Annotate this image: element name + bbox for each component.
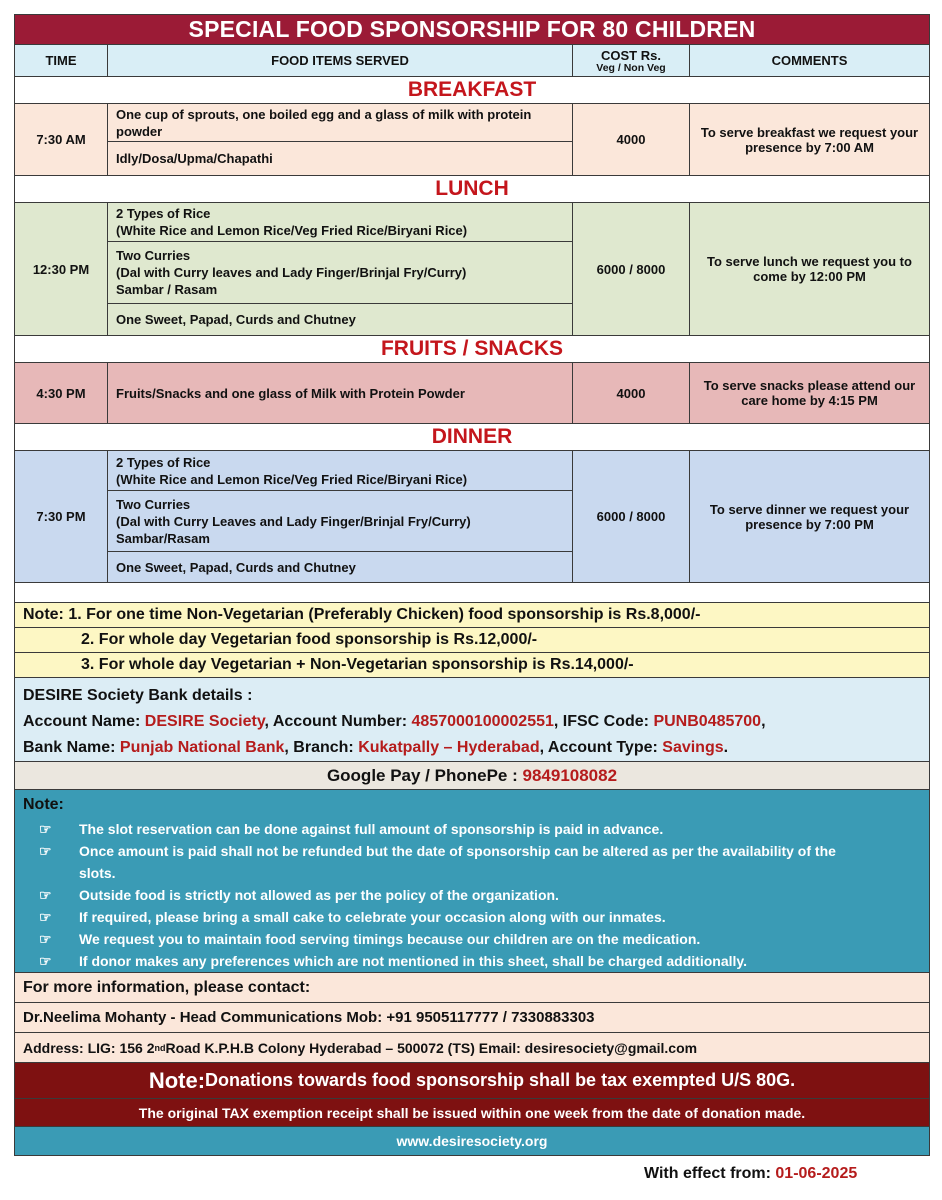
dinner-item: 2 Types of Rice (116, 454, 211, 470)
tax-receipt: The original TAX exemption receipt shall be issued within one week from the date of donation made. (15, 1099, 929, 1127)
gpay-label: Google Pay / PhonePe : (326, 765, 518, 785)
policy-heading: Note: (23, 796, 64, 813)
spacer (15, 583, 929, 603)
dinner-item: (White Rice and Lemon Rice/Veg Fried Rice/Biryani Rice) (116, 471, 468, 487)
list-item (23, 884, 921, 906)
dinner-item: (Dal with Curry Leaves and Lady Finger/Brinjal Fry/Curry) (116, 513, 471, 529)
policy-list (23, 818, 921, 972)
pointing-hand-icon: ☞ (39, 887, 52, 903)
address-text: Address: LIG: 156 2 (23, 1039, 155, 1056)
note-line (15, 628, 929, 653)
lunch-comment: To serve lunch we request you to come by 12:00 PM (707, 254, 912, 284)
table-header (15, 45, 929, 77)
note-line (15, 653, 929, 678)
lunch-rice (108, 203, 572, 242)
policy-text: Outside food is strictly not allowed as per the policy of the organization. (79, 887, 559, 903)
pointing-hand-icon: ☞ (39, 953, 52, 969)
address-sup: nd (154, 1042, 166, 1053)
header-cost-label: COST Rs. (601, 47, 661, 63)
dinner-time: 7:30 PM (15, 451, 108, 582)
lunch-item: (Dal with Curry leaves and Lady Finger/Brinjal Fry/Curry) (116, 265, 467, 280)
account-number-label: , Account Number: (264, 713, 412, 730)
pointing-hand-icon: ☞ (39, 909, 52, 925)
dinner-item: Sambar/Rasam (116, 530, 210, 546)
bank-line-1: Account Name: DESIRE Society, Account Number: 4857000100002551, IFSC Code: PUNB0485700, (23, 713, 766, 730)
section-snacks: FRUITS / SNACKS (15, 336, 929, 363)
lunch-item: 2 Types of Rice (116, 206, 211, 221)
lunch-curries (108, 242, 572, 304)
account-name: DESIRE Society (144, 713, 265, 730)
contact-address (15, 1033, 929, 1063)
lunch-time: 12:30 PM (15, 203, 108, 335)
list-item (23, 950, 921, 972)
note-line: Note: 1. For one time Non-Vegetarian (Preferably Chicken) food sponsorship is Rs.8,000/- (15, 603, 929, 628)
header-items: FOOD ITEMS SERVED (108, 45, 573, 76)
snacks-cost: 4000 (573, 363, 690, 423)
snacks-items (108, 363, 573, 423)
tax-note-text: Donations towards food sponsorship shall be tax exempted U/S 80G. (205, 1070, 796, 1090)
snacks-item: Fruits/Snacks and one glass of Milk with Protein Powder (116, 385, 465, 401)
pointing-hand-icon: ☞ (39, 821, 52, 837)
breakfast-comment: To serve breakfast we request your presence by 7:00 AM (700, 124, 919, 155)
dinner-item: One Sweet, Papad, Curds and Chutney (116, 559, 356, 575)
snacks-time: 4:30 PM (15, 363, 108, 423)
effect-date: 01-06-2025 (775, 1165, 858, 1182)
branch-label: , Branch: (284, 739, 359, 756)
lunch-item: (White Rice and Lemon Rice/Veg Fried Rice/Biryani Rice) (116, 223, 468, 238)
dinner-cost: 6000 / 8000 (573, 451, 690, 582)
breakfast-row (15, 104, 929, 176)
header-cost (573, 45, 690, 76)
effective-date (644, 1165, 857, 1183)
policy-text: The slot reservation can be done against full amount of sponsorship is paid in advance. (79, 821, 664, 837)
policy-text: We request you to maintain food serving timings because our children are on the medication. (79, 931, 701, 947)
list-item (23, 906, 921, 928)
policy-notes (15, 790, 929, 973)
dinner-row (15, 451, 929, 583)
bank-line-2: Bank Name: Punjab National Bank, Branch: Kukatpally – Hyderabad, Account Type: Savings. (23, 739, 729, 756)
website-link[interactable]: www.desiresociety.org (15, 1127, 929, 1155)
lunch-item: Two Curries (116, 248, 191, 263)
breakfast-time: 7:30 AM (15, 104, 108, 175)
dinner-items (108, 451, 573, 582)
snacks-comment: To serve snacks please attend our care home by 4:15 PM (703, 378, 916, 408)
dinner-curries (108, 491, 572, 552)
lunch-item: One Sweet, Papad, Curds and Chutney (116, 312, 356, 327)
breakfast-item: Idly/Dosa/Upma/Chapathi (116, 151, 273, 166)
tax-note (15, 1063, 929, 1099)
account-type: Savings (662, 739, 724, 756)
section-lunch: LUNCH (15, 176, 929, 203)
lunch-item: Sambar / Rasam (116, 282, 218, 297)
dinner-comment: To serve dinner we request your presence by 7:00 PM (709, 501, 910, 532)
bank-name-label: Bank Name: (23, 739, 120, 756)
gpay-row (15, 762, 929, 790)
snacks-row (15, 363, 929, 424)
breakfast-items (108, 104, 573, 175)
contact-person: Dr.Neelima Mohanty - Head Communications Mob: +91 9505117777 / 7330883303 (15, 1003, 929, 1033)
pointing-hand-icon: ☞ (39, 931, 52, 947)
section-dinner: DINNER (15, 424, 929, 451)
account-type-label: , Account Type: (539, 739, 663, 756)
policy-text: If required, please bring a small cake to celebrate your occasion along with our inmates. (79, 909, 666, 925)
dinner-rice (108, 451, 572, 491)
lunch-cost: 6000 / 8000 (573, 203, 690, 335)
branch: Kukatpally – Hyderabad (358, 739, 540, 756)
policy-text: If donor makes any preferences which are not mentioned in this sheet, shall be charged additionally. (79, 953, 748, 969)
gpay-number: 9849108082 (522, 765, 618, 785)
contact-heading: For more information, please contact: (15, 973, 929, 1003)
tax-note-label: Note: (148, 1067, 206, 1093)
section-breakfast: BREAKFAST (15, 77, 929, 104)
account-name-label: Account Name: (23, 713, 145, 730)
list-item (23, 928, 921, 950)
note-text: 2. For whole day Vegetarian food sponsorship is Rs.12,000/- (81, 631, 538, 648)
ifsc-label: , IFSC Code: (553, 713, 654, 730)
header-time: TIME (15, 45, 108, 76)
bank-name: Punjab National Bank (119, 739, 285, 756)
account-number: 4857000100002551 (411, 713, 554, 730)
page-title: SPECIAL FOOD SPONSORSHIP FOR 80 CHILDREN (15, 15, 929, 45)
breakfast-cost: 4000 (573, 104, 690, 175)
pointing-hand-icon: ☞ (39, 843, 52, 859)
bank-details (15, 678, 929, 762)
bank-heading: DESIRE Society Bank details : (23, 687, 253, 704)
header-cost-sub: Veg / Non Veg (596, 61, 666, 74)
lunch-row (15, 203, 929, 336)
header-comments: COMMENTS (771, 53, 848, 68)
policy-text: Once amount is paid shall not be refunded but the date of sponsorship can be altered as per the availability of the slots. (79, 843, 836, 881)
breakfast-item: One cup of sprouts, one boiled egg and a glass of milk with protein powder (108, 104, 572, 142)
ifsc-code: PUNB0485700 (653, 713, 762, 730)
lunch-items (108, 203, 573, 335)
sponsorship-sheet (14, 14, 930, 1156)
list-item (23, 818, 921, 840)
list-item (23, 840, 921, 884)
note-text: 3. For whole day Vegetarian + Non-Vegetarian sponsorship is Rs.14,000/- (81, 656, 634, 673)
address-text: Road K.P.H.B Colony Hyderabad – 500072 (TS) Email: desiresociety@gmail.com (165, 1039, 698, 1056)
dinner-item: Two Curries (116, 496, 191, 512)
effect-label: With effect from: (644, 1165, 776, 1182)
